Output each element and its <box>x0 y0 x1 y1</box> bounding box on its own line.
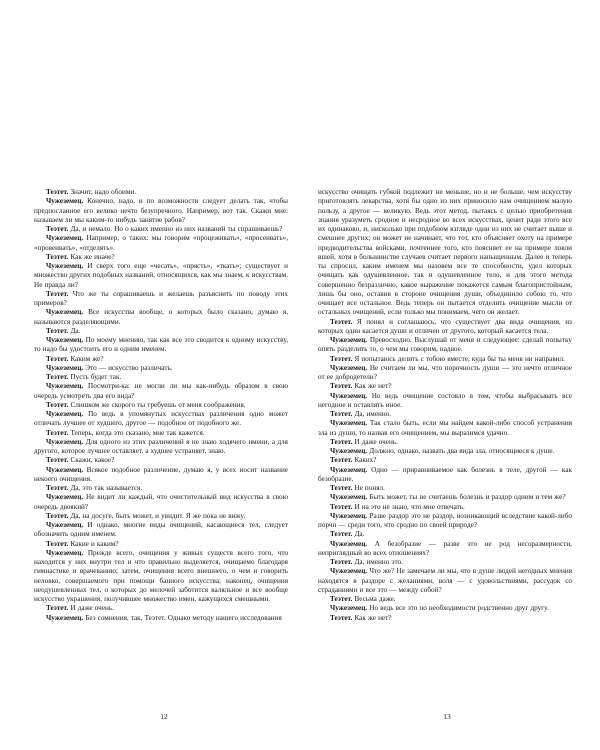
speaker-name: Чужеземец. <box>330 465 368 474</box>
speaker-name: Чужеземец. <box>46 308 84 317</box>
speech-text: Значит, надо обоими. <box>70 188 137 196</box>
speaker-name: Теэтет. <box>330 484 353 492</box>
dialogue-paragraph <box>34 308 288 327</box>
dialogue-paragraph <box>34 197 288 225</box>
dialogue-paragraph <box>318 318 572 337</box>
speaker-name: Теэтет. <box>46 539 69 548</box>
speech-text: Да, на досуге, быть может, и увидит. Я же пока не вижу. <box>70 511 246 520</box>
dialogue-paragraph <box>34 225 288 234</box>
speaker-name: Теэтет. <box>330 354 353 363</box>
dialogue-paragraph <box>318 493 572 502</box>
dialogue-paragraph <box>34 327 288 336</box>
dialogue-paragraph <box>318 438 572 447</box>
dialogue-paragraph <box>318 530 572 539</box>
speaker-name: Чужеземец. <box>46 363 84 372</box>
dialogue-paragraph <box>34 484 288 493</box>
speech-text: Как же иначе? <box>70 252 115 261</box>
speaker-name: Теэтет. <box>46 326 69 335</box>
dialogue-paragraph <box>318 503 572 512</box>
speech-text: И сверх того еще «чесать», «прясть», «ткать»; существует и множество других подобных названий, относящихся, как мы знаем, к искусствам. Не правда ли? <box>34 262 288 289</box>
dialogue-paragraph <box>34 401 288 410</box>
dialogue-paragraph <box>318 614 572 623</box>
speech-text: А безобразие — разве это не род несоразмерности, неприглядный во всех отношениях? <box>318 539 572 557</box>
speaker-name: Чужеземец. <box>46 410 84 418</box>
left-page <box>34 188 288 703</box>
dialogue-paragraph <box>318 456 572 465</box>
dialogue-paragraph <box>34 234 288 253</box>
speech-text: Это — искусство различать. <box>85 363 173 372</box>
speaker-name: Чужеземец. <box>46 234 84 243</box>
speech-text: И даже очень. <box>354 437 398 446</box>
speaker-name: Чужеземец. <box>330 419 368 428</box>
dialogue-paragraph <box>34 355 288 364</box>
dialogue-paragraph <box>34 382 288 401</box>
speech-text: Теперь, когда это сказано, мне так кажется. <box>70 428 205 437</box>
speech-text: Каких? <box>354 456 377 465</box>
dialogue-paragraph <box>34 466 288 485</box>
dialogue-paragraph <box>318 540 572 559</box>
dialogue-paragraph <box>318 512 572 531</box>
speaker-name: Чужеземец. <box>330 539 368 548</box>
speech-text: Как же нет? <box>354 382 392 391</box>
speaker-name: Теэтет. <box>46 428 69 437</box>
dialogue-paragraph <box>318 466 572 485</box>
speaker-name: Чужеземец. <box>330 604 368 613</box>
right-page <box>318 188 572 703</box>
dialogue-paragraph <box>34 512 288 521</box>
speech-text: Пусть будет так. <box>70 373 122 381</box>
speech-text: Превосходно. Выслушай от меня и следующее: сделай попытку опять разделить то, о чем мы говорим, надвое. <box>318 336 572 354</box>
speaker-name: Теэтет. <box>46 604 69 613</box>
dialogue-paragraph <box>318 567 572 595</box>
speaker-name: Теэтет. <box>330 558 353 566</box>
speech-text: Да, это так называется. <box>70 484 143 492</box>
dialogue-paragraph <box>34 604 288 613</box>
speaker-name: Теэтет. <box>46 252 69 261</box>
speaker-name: Чужеземец. <box>330 567 368 576</box>
speech-text: По моему мнению, так как все это сводится к одному искусству, то надо бы удостоить его и одним именем. <box>34 336 288 354</box>
dialogue-paragraph <box>34 429 288 438</box>
speaker-name: Чужеземец. <box>46 493 84 502</box>
dialogue-paragraph <box>34 336 288 355</box>
speech-text: Да. <box>354 530 365 539</box>
dialogue-paragraph <box>34 540 288 549</box>
speaker-name: Теэтет. <box>330 317 353 326</box>
speech-text: искусство очищать губкой подлежит не меньше, но и не больше, чем искусству приготовлять лекарства, хотя бы одно из них приносило нам очищением малую пользу, а другое — великую. Ведь этот метод, пытаясь с целью приобретения знания уразуметь сродное и несродное во всех искусствах, ценит ради этого все их одинаково, и, нисколько при подобном взгляде одни из них не считает выше и смешнее других; он может не начинает, что тот, кто объясняет охоту на примере предводительства войсками, почтеннее того, кто поясняет ее на примере ловли вшей, хотя в большинстве случаев считает первого напыщенным. Далее и теперь ты спросил, каким именем мы назовем все те способности, удел которых очищать как одушевленное, так и одушевленное тело, и для этого метода совершенно безразлично, какое выражение покажется самым благопристойным, лишь бы оно, оставив в стороне очищения души, объединило собою то, что очищает все остальное. Ведь теперь он пытается отделить очищение мысли от остальных очищений, если только мы понимаем, чего он желает. <box>318 188 572 317</box>
dialogue-paragraph <box>34 188 288 197</box>
dialogue-paragraph <box>318 447 572 456</box>
speech-text: Например, о таких: мы говорим «процеживать», «просеивать», «провеивать», «отделять». <box>34 234 288 252</box>
speech-text: Но ведь все это по необходимости родственно друг другу. <box>369 604 549 613</box>
speech-text: И однако, многие виды очищений, касающиеся тел, следует обозначить одним именем. <box>34 521 288 539</box>
dialogue-paragraph <box>318 364 572 383</box>
dialogue-paragraph <box>34 456 288 465</box>
speaker-name: Теэтет. <box>330 613 353 622</box>
speech-text: Но ведь очищение состояло в том, чтобы выбрасывать все негодное и оставлять иное. <box>318 391 572 409</box>
speaker-name: Чужеземец. <box>330 511 368 520</box>
speech-text: Разве раздор это не раздор, возникающий вследствие какой-либо порчи — среди того, что сродно по своей природе? <box>318 511 572 529</box>
dialogue-paragraph <box>34 253 288 262</box>
speaker-name: Теэтет. <box>46 289 69 298</box>
dialogue-paragraph <box>34 262 288 290</box>
speech-text: Все искусства вообще, о которых было сказано, думаю я, называются разделяющими. <box>34 308 288 326</box>
speech-text: Одно — приравниваемое как болезнь в теле, другой — как безобразие. <box>318 465 572 483</box>
speaker-name: Чужеземец. <box>330 363 368 372</box>
speech-text: Всякое подобное различение, думаю я, у всех носит название некоего очищения. <box>34 465 288 483</box>
dialogue-paragraph <box>34 521 288 540</box>
dialogue-paragraph <box>34 614 288 623</box>
dialogue-paragraph <box>318 382 572 391</box>
speech-text: И на это не знаю, что мне отвечать. <box>354 502 465 511</box>
speech-text: По ведь в упомянутых искусствах различения одно может отличать лучшее от худшего, другое — подобное от подобного же. <box>34 410 288 428</box>
speech-text: Я попытаюсь делить с тобою вместе, куда бы ты меня ни направил. <box>354 354 565 363</box>
left-page-number: 12 <box>160 712 168 721</box>
speech-text: Что же ты спрашиваешь и желаешь разъяснить по поводу этих примеров? <box>34 289 288 307</box>
speaker-name: Теэтет. <box>46 456 69 465</box>
speech-text: Весьма даже. <box>354 595 396 603</box>
speech-text: Скажи, какое? <box>70 456 115 465</box>
dialogue-paragraph <box>34 493 288 512</box>
speech-text: Не считаем ли мы, что порочность души — это нечто отличное от ее добродетели? <box>318 363 572 381</box>
speech-text: Быть может, ты не считаешь болезнь и раздор одним и тем же? <box>369 493 566 502</box>
speaker-name: Чужеземец. <box>46 465 84 474</box>
speech-text: Да, именно. <box>354 410 392 418</box>
speaker-name: Чужеземец. <box>46 521 84 529</box>
speech-text: Как же нет? <box>354 613 392 622</box>
speaker-name: Теэтет. <box>330 410 353 418</box>
speaker-name: Теэтет. <box>330 595 353 603</box>
speaker-name: Теэтет. <box>330 530 353 539</box>
dialogue-paragraph <box>318 355 572 364</box>
dialogue-paragraph <box>318 558 572 567</box>
speaker-name: Теэтет. <box>46 354 69 363</box>
speaker-name: Чужеземец. <box>46 437 84 446</box>
speaker-name: Чужеземец. <box>46 548 84 557</box>
dialogue-paragraph <box>318 392 572 411</box>
speaker-name: Теэтет. <box>46 484 69 492</box>
speech-text: Слишком же скорого ты требуешь от меня соображения. <box>70 400 246 409</box>
speech-text: Да. <box>70 326 81 335</box>
dialogue-paragraph <box>34 438 288 457</box>
speaker-name: Чужеземец. <box>46 262 84 270</box>
dialogue-paragraph <box>34 290 288 309</box>
speech-text: Не видит ли каждый, что очистительный вид искусства в свою очередь двоякий? <box>34 493 288 511</box>
speaker-name: Теэтет. <box>330 382 353 391</box>
dialogue-paragraph <box>34 549 288 605</box>
speaker-name: Теэтет. <box>46 400 69 409</box>
speech-text: Да, и немало. Но о каких именно из них названий ты спрашиваешь? <box>70 225 283 233</box>
speech-text: Не понял. <box>354 484 385 492</box>
speaker-name: Теэтет. <box>330 502 353 511</box>
speech-text: И даже очень. <box>70 604 114 613</box>
speaker-name: Теэтет. <box>46 225 69 233</box>
speech-text: Я понял и соглашаюсь, что существует два вида очищения, из которых один касается души и отличен от другого, который касается тела. <box>318 317 572 335</box>
speaker-name: Чужеземец. <box>330 493 368 502</box>
dialogue-paragraph <box>318 188 572 318</box>
speaker-name: Теэтет. <box>46 373 69 381</box>
dialogue-paragraph <box>318 595 572 604</box>
dialogue-paragraph <box>318 410 572 419</box>
speech-text: Так стало быть, если мы найдем какой-либо способ устранения зла из души, то назвав его очищением, мы выразимся удачно. <box>318 419 572 437</box>
speech-text: Какие и каким? <box>70 539 119 548</box>
right-page-number: 13 <box>443 712 451 721</box>
speaker-name: Теэтет. <box>330 456 353 465</box>
speech-text: Что же? Не замечаем ли мы, что в душе людей негодных мнения находятся в раздоре с желаниями, воля — с удовольствиями, рассудок со страданиями и все это — между собой? <box>318 567 572 594</box>
dialogue-paragraph <box>318 604 572 613</box>
dialogue-paragraph <box>34 373 288 382</box>
speaker-name: Теэтет. <box>46 188 69 196</box>
dialogue-paragraph <box>34 410 288 429</box>
speech-text: Каким же? <box>70 354 104 363</box>
speech-text: Посмотри-ка: не могли ли мы как-нибудь образом в свою очередь усмотреть два его вида? <box>34 382 288 400</box>
speech-text: Прежде всего, очищения у живых существ всего того, что находится у них внутри тел и что правильно выделяется, очищаемо благодаря гимнастике и врачеванию; затем, очищения всего внешнего, о чем и говорить неловко, совершаемого при помощи банного искусства; наконец, очищения неодушевленных тел, о которых до мелочей заботится валяльное и все вообще искусство украшения, получившее множество имен, кажущихся смешными. <box>34 548 288 603</box>
dialogue-paragraph <box>318 484 572 493</box>
speaker-name: Чужеземец. <box>46 382 84 391</box>
speech-text: Без сомнения, так, Теэтет. Однако методу нашего исследования <box>85 613 282 622</box>
speech-text: Конечно, надо, и по возможности следует делать так, чтобы предпосланное его велико нечто безупречного. Например, вот так. Скажи мне: называем ли мы каким-то нибудь занятие рабов? <box>34 197 288 224</box>
speaker-name: Чужеземец. <box>330 447 368 455</box>
speaker-name: Теэтет. <box>46 511 69 520</box>
dialogue-paragraph <box>318 336 572 355</box>
speech-text: Да, именно это. <box>354 558 403 566</box>
speaker-name: Чужеземец. <box>46 197 84 206</box>
dialogue-paragraph <box>34 364 288 373</box>
speaker-name: Чужеземец. <box>330 391 368 400</box>
speaker-name: Чужеземец. <box>46 336 84 344</box>
speech-text: Для одного из этих различений я не знаю ходячего имени, а для другого, которое лучшее оставляет, а худшее устраняет, знаю. <box>34 437 288 455</box>
speaker-name: Чужеземец. <box>330 336 368 344</box>
speech-text: Должно, однако, назвать два вида зла, относящиеся к душе. <box>369 447 555 455</box>
speaker-name: Чужеземец. <box>46 613 84 622</box>
dialogue-paragraph <box>318 419 572 438</box>
speaker-name: Теэтет. <box>330 437 353 446</box>
